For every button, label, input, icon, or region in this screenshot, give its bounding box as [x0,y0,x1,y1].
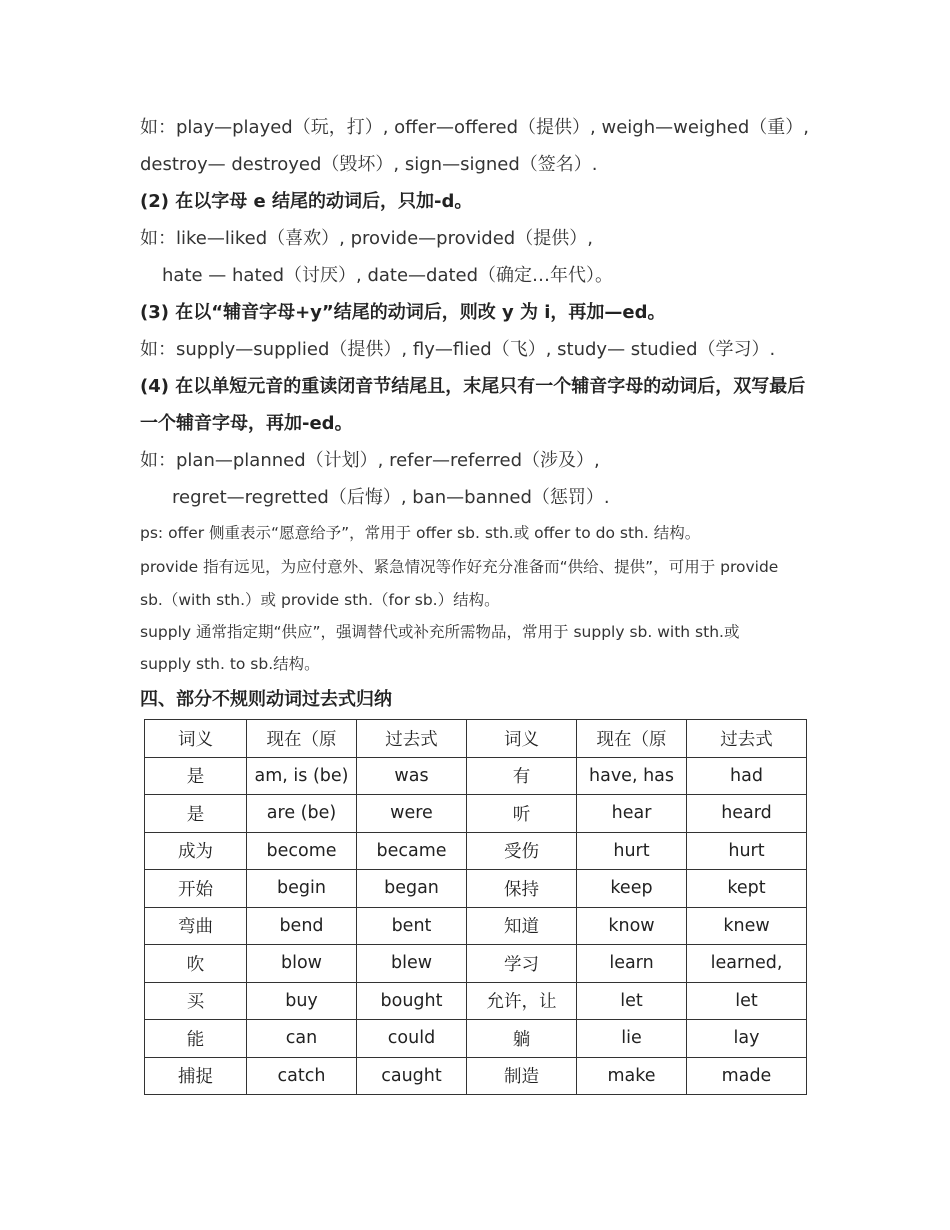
table-cell: let [687,982,807,1020]
example-line-rule-4: 如：plan—planned（计划）, refer—referred（涉及）, [140,450,600,471]
table-cell: 学习 [467,945,577,983]
table-cell: can [247,1020,357,1058]
table-cell: begin [247,870,357,908]
table-cell: bend [247,907,357,945]
table-cell: were [357,795,467,833]
ps-note-supply: supply 通常指定期“供应”，强调替代或补充所需物品，常用于 supply sb. with sth.或 [140,623,740,641]
table-cell: am, is (be) [247,757,357,795]
ps-note-provide: provide 指有远见，为应付意外、紧急情况等作好充分准备而“供给、提供”，可用于 provide [140,558,779,576]
table-cell: 制造 [467,1057,577,1095]
table-row [145,945,807,983]
table-cell: kept [687,870,807,908]
table-cell: had [687,757,807,795]
table-cell: become [247,832,357,870]
table-cell: 捕捉 [145,1057,247,1095]
table-header-cell: 现在（原 [247,720,357,758]
table-cell: became [357,832,467,870]
rule-3-heading: (3) 在以“辅音字母+y”结尾的动词后，则改 y 为 i，再加—ed。 [140,302,666,323]
table-cell: learn [577,945,687,983]
table-cell: 是 [145,795,247,833]
table-cell: blow [247,945,357,983]
table-cell: let [577,982,687,1020]
table-cell: 知道 [467,907,577,945]
table-header-cell: 现在（原 [577,720,687,758]
table-row [145,757,807,795]
table-cell: 吹 [145,945,247,983]
table-cell: heard [687,795,807,833]
table-row [145,870,807,908]
table-cell: 是 [145,757,247,795]
table-cell: 成为 [145,832,247,870]
table-cell: 听 [467,795,577,833]
table-cell: blew [357,945,467,983]
table-row [145,982,807,1020]
table-cell: hurt [577,832,687,870]
table-cell: lay [687,1020,807,1058]
table-cell: 弯曲 [145,907,247,945]
verb-table-body [145,720,807,1095]
rule-4-heading-cont: 一个辅音字母，再加-ed。 [140,413,353,434]
table-cell: catch [247,1057,357,1095]
table-row [145,907,807,945]
table-header-cell: 词义 [467,720,577,758]
table-cell: was [357,757,467,795]
table-cell: 有 [467,757,577,795]
irregular-verb-table [144,719,807,1095]
table-cell: made [687,1057,807,1095]
table-cell: knew [687,907,807,945]
table-row [145,1020,807,1058]
table-header-cell: 词义 [145,720,247,758]
table-row [145,832,807,870]
table-cell: hear [577,795,687,833]
table-cell: 开始 [145,870,247,908]
table-cell: are (be) [247,795,357,833]
table-cell: could [357,1020,467,1058]
table-cell: caught [357,1057,467,1095]
table-header-cell: 过去式 [357,720,467,758]
table-cell: 能 [145,1020,247,1058]
table-cell: lie [577,1020,687,1058]
table-cell: 保持 [467,870,577,908]
table-cell: began [357,870,467,908]
table-header-row [145,720,807,758]
example-line-regular-ed-cont: destroy— destroyed（毁坏）, sign—signed（签名）. [140,154,598,175]
ps-note-supply-cont: supply sth. to sb.结构。 [140,655,320,673]
table-row [145,795,807,833]
table-cell: buy [247,982,357,1020]
table-row [145,1057,807,1095]
table-cell: hurt [687,832,807,870]
table-cell: bent [357,907,467,945]
table-cell: know [577,907,687,945]
table-header-cell: 过去式 [687,720,807,758]
section-heading: 四、部分不规则动词过去式归纳 [140,689,392,710]
example-line-rule-4-cont: regret—regretted（后悔）, ban—banned（惩罚）. [172,487,610,508]
rule-4-heading: (4) 在以单短元音的重读闭音节结尾且，末尾只有一个辅音字母的动词后，双写最后 [140,376,806,397]
table-cell: bought [357,982,467,1020]
table-cell: have, has [577,757,687,795]
table-cell: keep [577,870,687,908]
example-line-rule-3: 如：supply—supplied（提供）, fly—flied（飞）, study— studied（学习）. [140,339,776,360]
rule-2-heading: (2) 在以字母 e 结尾的动词后，只加-d。 [140,191,473,212]
example-line-rule-2: 如：like—liked（喜欢）, provide—provided（提供）, [140,228,593,249]
ps-note-provide-cont: sb.（with sth.）或 provide sth.（for sb.）结构。 [140,591,500,609]
table-cell: 受伤 [467,832,577,870]
example-line-regular-ed: 如：play—played（玩，打）, offer—offered（提供）, weigh—weighed（重）, [140,117,809,138]
example-line-rule-2-cont: hate — hated（讨厌）, date—dated（确定…年代）。 [162,265,614,286]
table-cell: make [577,1057,687,1095]
table-cell: 允许，让 [467,982,577,1020]
ps-note-offer: ps: offer 侧重表示“愿意给予”，常用于 offer sb. sth.或 offer to do sth. 结构。 [140,524,701,542]
table-cell: learned, [687,945,807,983]
table-cell: 买 [145,982,247,1020]
table-cell: 躺 [467,1020,577,1058]
